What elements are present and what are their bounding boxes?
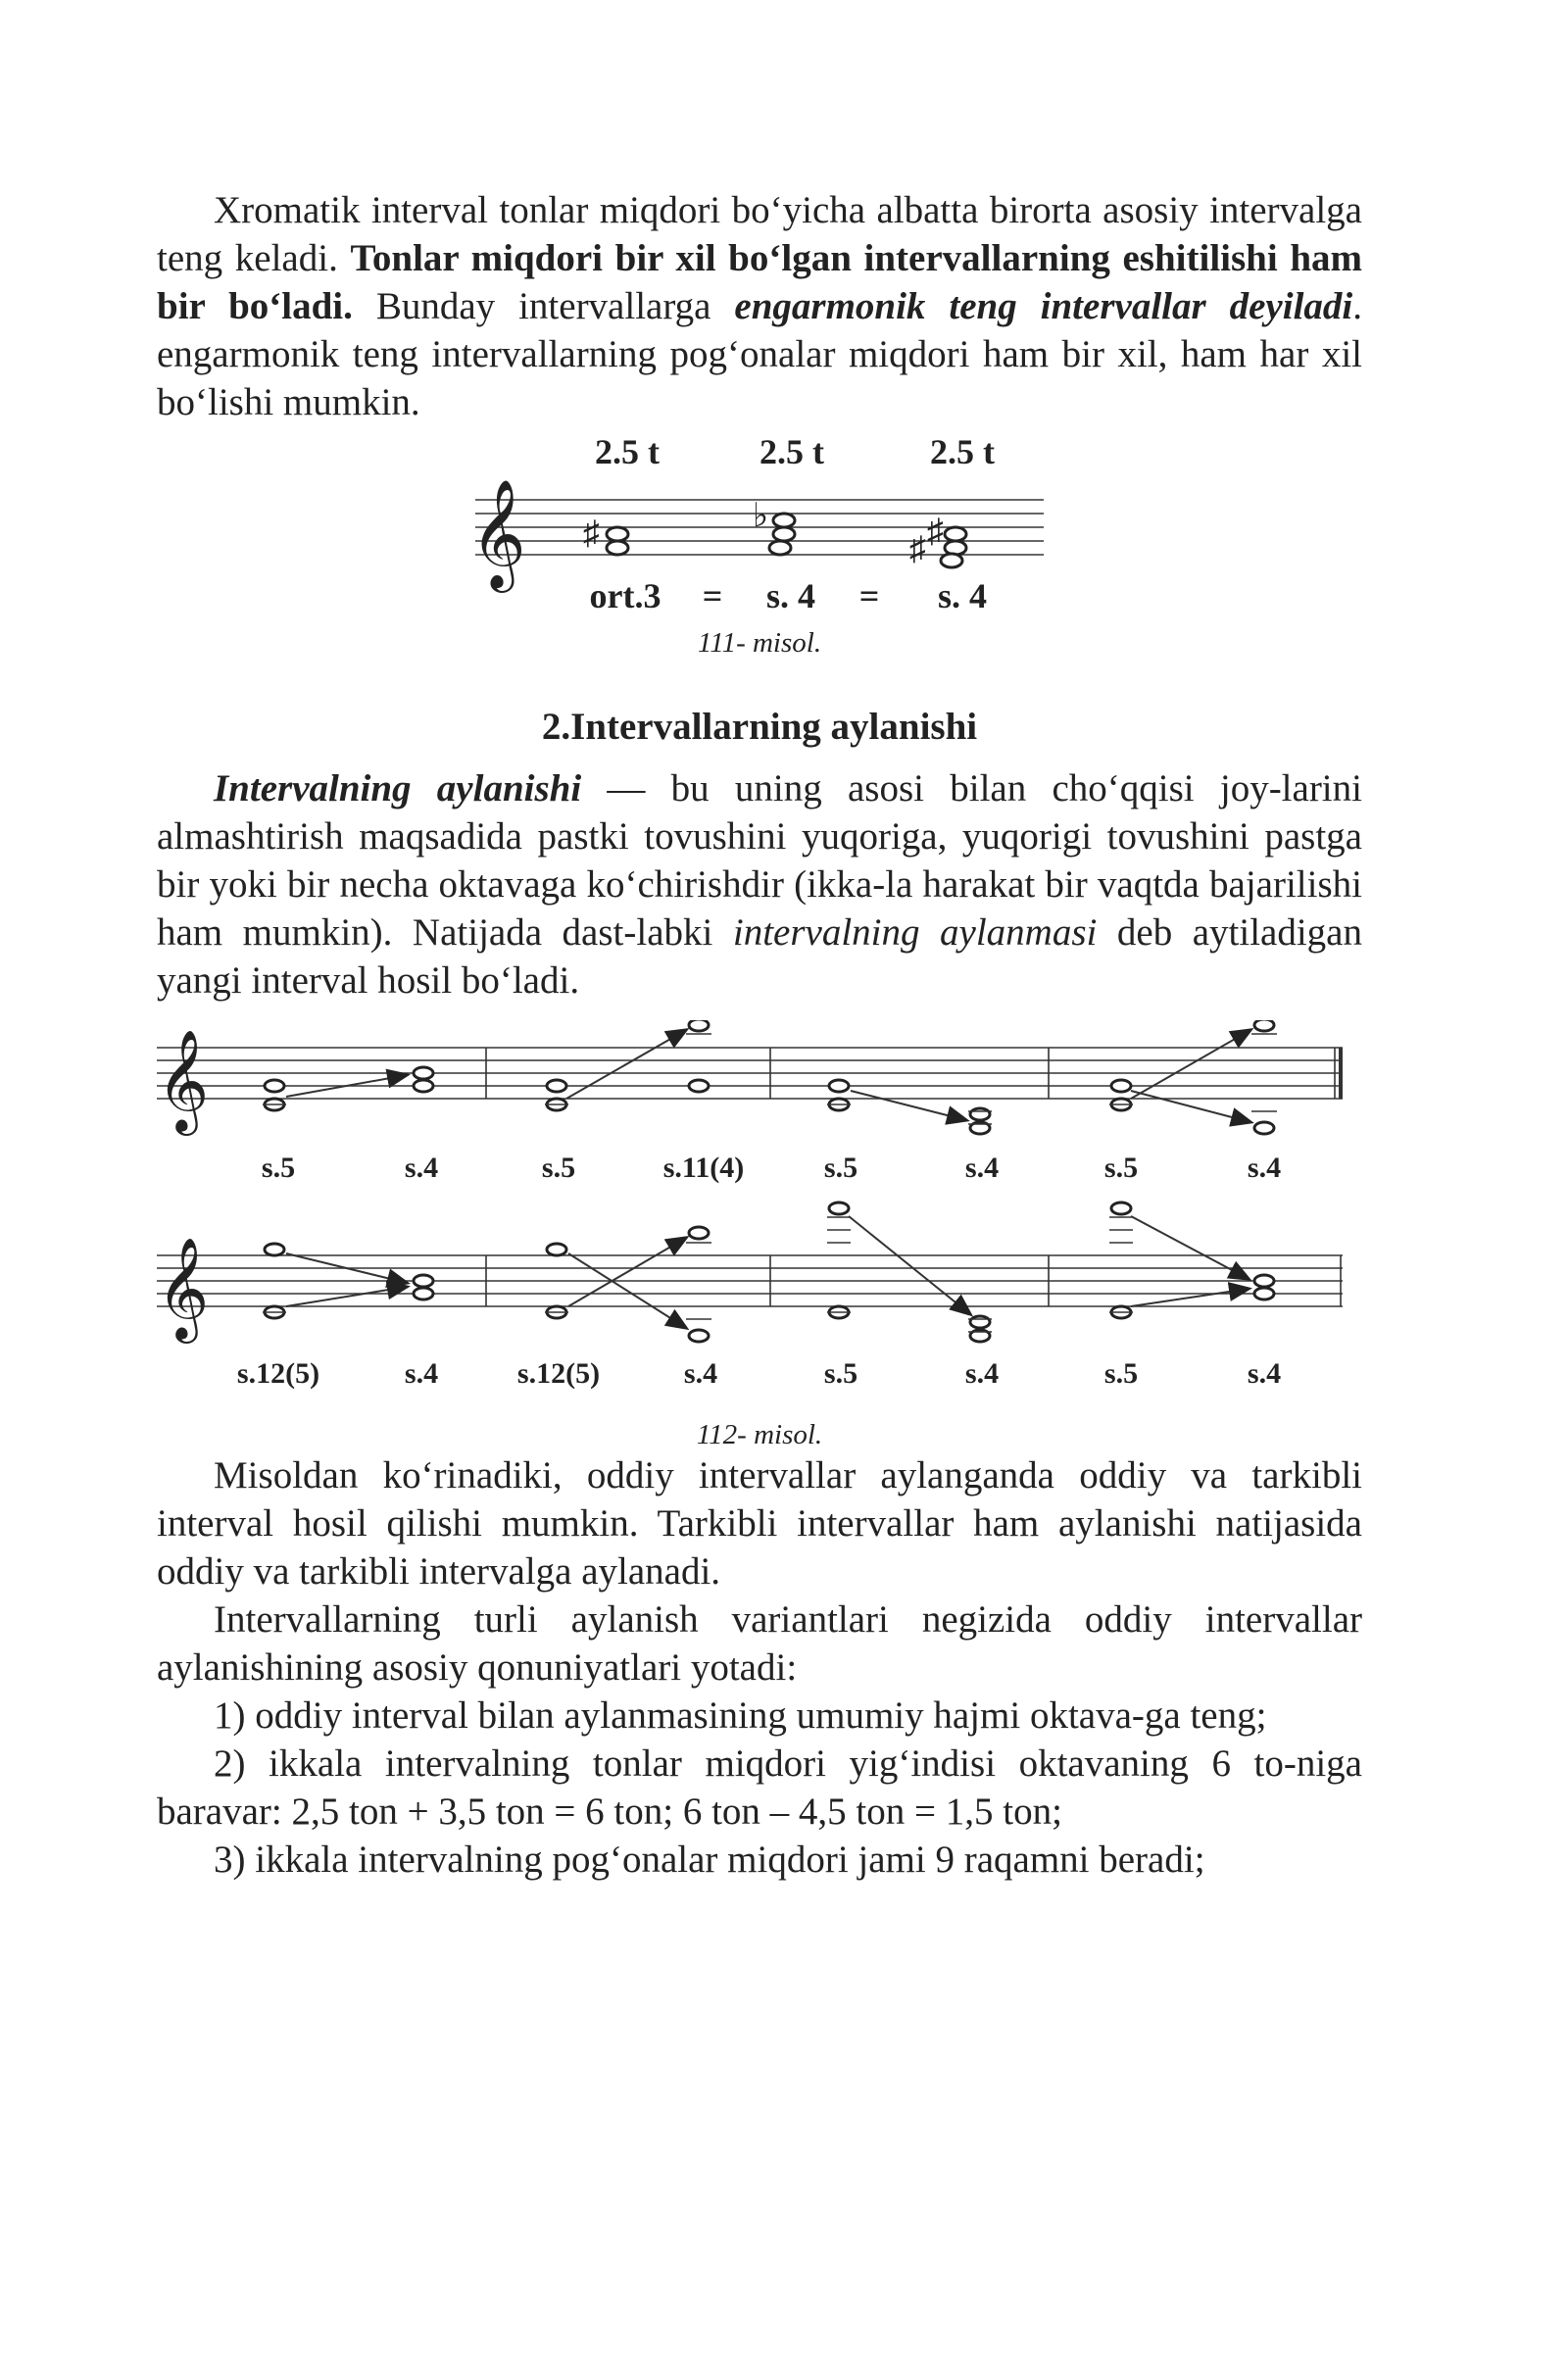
interval-size-label: 2.5 t bbox=[760, 432, 824, 471]
bold-italic-term: engarmonik teng intervallar deyiladi bbox=[734, 285, 1353, 327]
text-run: Bunday intervallarga bbox=[352, 285, 735, 327]
page-content bbox=[157, 186, 1362, 1884]
list-item: 1) oddiy interval bilan aylanmasining umumiy hajmi oktava-ga teng; bbox=[214, 1694, 1267, 1737]
example-caption: 111- misol. bbox=[697, 627, 822, 659]
interval-size-label: 2.5 t bbox=[595, 432, 660, 471]
interval-size-label: 2.5 t bbox=[930, 432, 995, 471]
interval-name-label: s. 4 bbox=[765, 576, 816, 615]
interval-label: s.5 bbox=[1103, 1152, 1139, 1184]
treble-clef-icon: 𝄞 bbox=[470, 481, 526, 586]
text-run: Xromatik interval tonlar miqdori bo‘yicha albatta birorta asosiy intervalga teng keladi. bbox=[157, 189, 1362, 279]
svg-text:♯: ♯ bbox=[583, 515, 600, 552]
interval-label: s.5 bbox=[823, 1357, 858, 1390]
bold-italic-term: Intervalning aylanishi bbox=[214, 767, 582, 810]
interval-label: s.4 bbox=[1247, 1152, 1282, 1184]
interval-chord bbox=[909, 514, 966, 567]
interval-label: s.4 bbox=[964, 1152, 1000, 1184]
treble-clef-icon: 𝄞 bbox=[157, 1033, 210, 1130]
svg-text:♭: ♭ bbox=[753, 498, 769, 534]
text-run: deb aytiladigan yangi interval hosil bo‘ladi. bbox=[157, 911, 1362, 1002]
notes-row-2 bbox=[263, 1202, 1274, 1342]
interval-chord bbox=[753, 498, 795, 555]
list-item: 2) ikkala intervalning tonlar miqdori yig‘indisi oktavaning 6 to-niga baravar: 2,5 ton + 3,5 ton = 6 ton; 6 ton – 4,5 ton = 1,5 ton; bbox=[157, 1742, 1362, 1833]
paragraph-inversion-definition bbox=[157, 764, 1362, 1005]
bold-run: Tonlar miqdori bir xil bo‘lgan intervallarning eshitilishi ham bir bo‘ladi. bbox=[157, 237, 1362, 327]
equals-sign: = bbox=[858, 576, 880, 615]
svg-text:♯: ♯ bbox=[927, 514, 944, 550]
interval-label: s.4 bbox=[1247, 1357, 1282, 1390]
text-run: — bu uning asosi bilan cho‘qqisi joy-larini almashtirish maqsadida pastki tovushini yuqoriga, yuqorigi tovushini pastga bir yoki bir necha oktavaga ko‘chirishdir (ikka-la harakat bir vaqtda bajarilishi ham mumkin). Natijada dast-labki bbox=[157, 767, 1362, 954]
list-item: 3) ikkala intervalning pog‘onalar miqdori jami 9 raqamni beradi; bbox=[214, 1839, 1205, 1881]
music-example-111 bbox=[157, 426, 1362, 622]
paragraph-rules-intro: Intervallarning turli aylanish variantlari negizida oddiy intervallar aylanishining asosiy qonuniyatlari yotadi: bbox=[157, 1598, 1362, 1689]
interval-chord bbox=[583, 515, 628, 555]
interval-label: s.12(5) bbox=[516, 1357, 601, 1390]
interval-name-label: ort.3 bbox=[589, 576, 662, 615]
interval-name-label: s. 4 bbox=[937, 576, 988, 615]
italic-term: intervalning aylanmasi bbox=[732, 911, 1098, 954]
interval-label: s.4 bbox=[964, 1357, 1000, 1390]
svg-text:♯: ♯ bbox=[909, 531, 926, 567]
interval-label: s.4 bbox=[683, 1357, 718, 1390]
interval-label: s.5 bbox=[261, 1152, 296, 1184]
paragraph-enharmonic bbox=[157, 186, 1362, 426]
interval-label: s.5 bbox=[541, 1152, 576, 1184]
equals-sign: = bbox=[702, 576, 723, 615]
interval-label: s.11(4) bbox=[662, 1152, 745, 1184]
interval-label: s.5 bbox=[1103, 1357, 1139, 1390]
treble-clef-icon: 𝄞 bbox=[157, 1241, 210, 1338]
paragraph-observation: Misoldan ko‘rinadiki, oddiy intervallar aylanganda oddiy va tarkibli interval hosil qilishi mumkin. Tarkibli intervallar ham aylanishi natijasida oddiy va tarkibli intervalga aylanadi. bbox=[157, 1454, 1362, 1593]
staff-row-1 bbox=[157, 1048, 1343, 1099]
interval-label: s.4 bbox=[404, 1152, 439, 1184]
example-caption: 112- misol. bbox=[696, 1419, 823, 1450]
section-heading: 2.Intervallarning aylanishi bbox=[541, 706, 978, 748]
interval-label: s.4 bbox=[404, 1357, 439, 1390]
music-example-112 bbox=[157, 1020, 1362, 1412]
text-run: . engarmonik teng intervallarning pog‘onalar miqdori ham bir xil, ham har xil bo‘lishi mumkin. bbox=[157, 285, 1362, 423]
interval-label: s.5 bbox=[823, 1152, 858, 1184]
interval-label: s.12(5) bbox=[236, 1357, 320, 1390]
